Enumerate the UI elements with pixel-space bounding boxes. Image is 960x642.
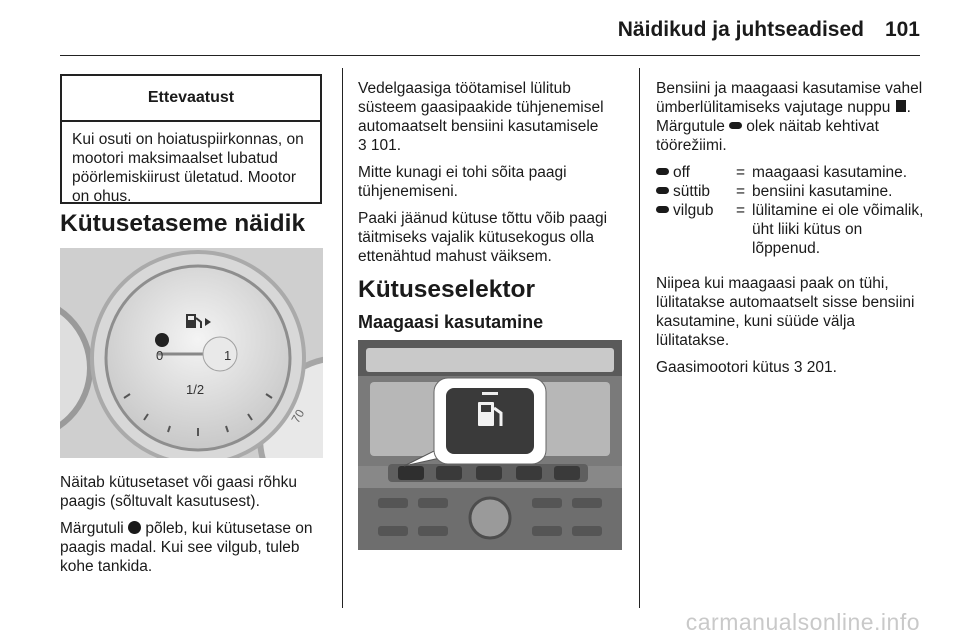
column-divider: [342, 68, 343, 608]
warning-text: Kui osuti on hoiatuspiirkonnas, on mootori maksimaalset lubatud pöörlemiskiirust ületatud. Mootor on ohus.: [72, 131, 304, 205]
paragraph: Paaki jäänud kütuse tõttu võib paagi täitmiseks vajalik kütusekogus olla ettenähtud mahust väiksem.: [358, 210, 608, 265]
gauge-label-half: 1/2: [186, 382, 205, 397]
page-number: 101: [884, 18, 920, 41]
fuel-selector-illustration: [358, 340, 622, 550]
equals-sign: =: [736, 202, 746, 219]
led-indicator-icon: [656, 187, 669, 194]
col1-text: [60, 473, 328, 584]
led-indicator-icon: [656, 206, 669, 213]
col1-heading-block: [60, 210, 326, 237]
state-row: [656, 182, 924, 201]
text-span: põleb, kui kütusetase on paagis madal. Kui see vilgub, tuleb kohe tankida.: [60, 520, 313, 575]
paragraph: [60, 519, 328, 576]
section-heading: Kütusetaseme näidik: [60, 210, 306, 237]
paragraph: Gaasimootori kütus 3 201.: [656, 359, 837, 376]
fuel-gauge-figure: [60, 248, 323, 458]
header-rule: [60, 55, 920, 56]
state-description: lülitamine ei ole võimalik, üht liiki kütus on lõppenud.: [752, 202, 924, 257]
watermark: carmanualsonline.info: [685, 609, 920, 635]
state-label: süttib: [673, 183, 711, 200]
paragraph: Näitab kütusetaset või gaasi rõhku paagis (sõltuvalt kasutusest).: [60, 474, 297, 510]
state-description: bensiini kasutamine.: [752, 183, 893, 200]
page-reference: 3 101.: [358, 137, 402, 154]
led-indicator-icon: [729, 122, 742, 129]
state-label: vilgub: [673, 202, 714, 219]
subsection-heading: Maagaasi kasutamine: [358, 312, 544, 332]
text-span: olek näitab kehtivat töörežiimi.: [656, 118, 879, 154]
fuel-selector-figure: [358, 340, 622, 550]
fuel-gauge-illustration: [60, 248, 323, 458]
header-title: Näidikud ja juhtseadised: [617, 18, 864, 41]
speedo-label: 70: [288, 406, 308, 426]
section-heading: Kütuseselektor: [358, 276, 536, 303]
gauge-label-empty: 0: [156, 348, 164, 363]
state-table: [656, 163, 924, 258]
led-indicator-icon: [656, 168, 669, 175]
state-description: maagaasi kasutamine.: [752, 164, 908, 181]
state-label: off: [673, 164, 690, 181]
paragraph: [358, 79, 624, 155]
equals-sign: =: [736, 164, 746, 181]
low-fuel-light-icon: [128, 521, 141, 534]
warning-box: [60, 74, 322, 204]
text-span: Vedelgaasiga töötamisel lülitub süsteem gaasipaakide tühjenemisel automaatselt bensiini kasutamisele: [358, 80, 604, 135]
state-row: [656, 201, 924, 258]
gauge-label-full: 1: [224, 348, 232, 363]
text-span: . Märgutule: [656, 99, 911, 135]
low-fuel-light-icon: [155, 333, 169, 347]
col2-text: [358, 79, 624, 332]
fuel-pump-icon: [896, 100, 906, 112]
text-span: Bensiini ja maagaasi kasutamise vahel ümberlülitamiseks vajutage nuppu: [656, 80, 923, 116]
col3-text: [656, 79, 924, 385]
paragraph: [656, 79, 924, 155]
paragraph: Niipea kui maagaasi paak on tühi, lülitatakse automaatselt sisse bensiini kasutamine, kuni süüde välja lülitatakse.: [656, 275, 915, 349]
paragraph: Mitte kunagi ei tohi sõita paagi tühjenemiseni.: [358, 164, 567, 200]
warning-title: Ettevaatust: [62, 76, 320, 122]
text-span: Märgutuli: [60, 520, 124, 537]
column-divider: [639, 68, 640, 608]
state-row: [656, 163, 924, 182]
equals-sign: =: [736, 183, 746, 200]
